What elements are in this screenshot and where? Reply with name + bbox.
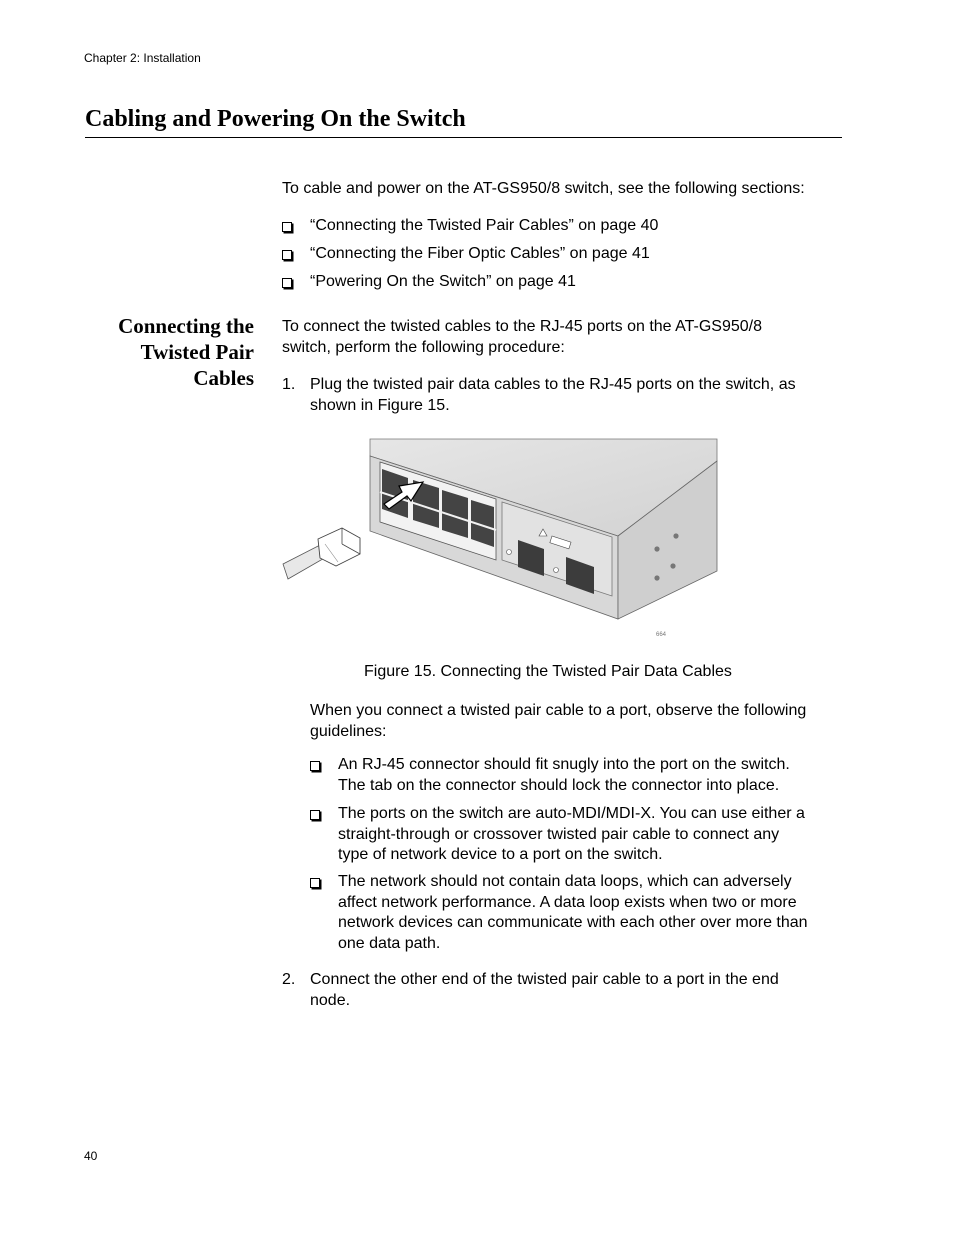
step-text: Plug the twisted pair data cables to the RJ-45 ports on the switch, as shown in Figure 15. [310,376,796,414]
guideline-text: An RJ-45 connector should fit snugly into the port on the switch. The tab on the connector should lock the connector into place. [338,756,790,794]
step-number: 2. [282,971,296,988]
figure-code: 664 [656,632,667,638]
step-text: Connect the other end of the twisted pair cable to a port in the end node. [310,971,779,1009]
switch-illustration [280,436,720,641]
section-intro: To connect the twisted cables to the RJ-45 ports on the AT-GS950/8 switch, perform the following procedure: [282,318,762,356]
checkbox-bullet-icon [310,810,320,820]
link-connecting-fiber-optic[interactable]: “Connecting the Fiber Optic Cables” on page 41 [310,245,650,262]
link-powering-on[interactable]: “Powering On the Switch” on page 41 [310,273,576,290]
figure-caption: Figure 15. Connecting the Twisted Pair Data Cables [364,663,732,680]
section-heading: Connecting the Twisted Pair Cables [118,314,254,390]
step-number: 1. [282,376,296,393]
running-header: Chapter 2: Installation [84,51,201,65]
checkbox-bullet-icon [310,878,320,888]
checkbox-bullet-icon [310,761,320,771]
link-connecting-twisted-pair[interactable]: “Connecting the Twisted Pair Cables” on page 40 [310,217,659,234]
guideline-text: The network should not contain data loops, which can adversely affect network performance. A data loop exists when two or more network devices can communicate with each other over more than one data path. [338,873,808,952]
page-title: Cabling and Powering On the Switch [85,106,842,138]
guideline-text: The ports on the switch are auto-MDI/MDI-X. You can use either a straight-through or crossover twisted pair cable to connect any type of network device to a port on the switch. [338,805,805,863]
intro-paragraph: To cable and power on the AT-GS950/8 switch, see the following sections: [282,180,805,197]
page-number: 40 [84,1149,98,1163]
checkbox-bullet-icon [282,250,292,260]
guidelines-intro: When you connect a twisted pair cable to a port, observe the following guidelines: [310,702,807,740]
checkbox-bullet-icon [282,278,292,288]
checkbox-bullet-icon [282,222,292,232]
